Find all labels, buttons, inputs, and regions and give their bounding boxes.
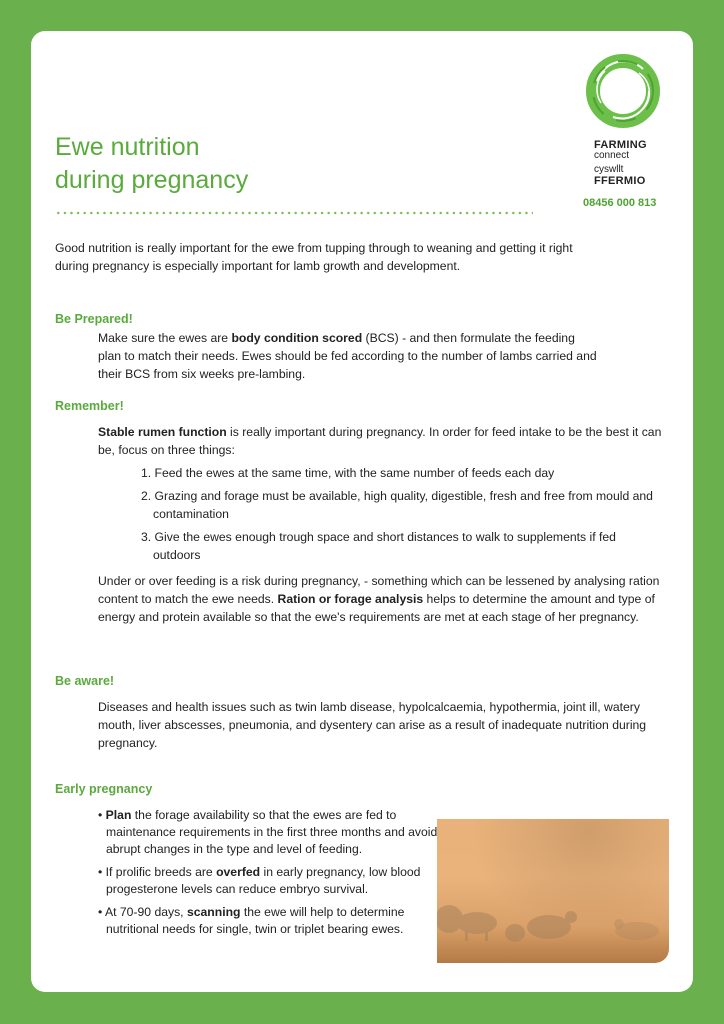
- bold-text: Ration or forage analysis: [277, 592, 424, 606]
- text: • If prolific breeds are: [98, 865, 217, 879]
- text: is really important during pregnancy. In order for feed intake to be the best it can be, focus on three things:: [98, 425, 662, 457]
- list-item: 1. Feed the ewes at the same time, with the same number of feeds each day: [141, 466, 555, 480]
- phone-number: 08456 000 813: [583, 197, 657, 209]
- heading-remember: Remember!: [55, 399, 124, 413]
- bold-text: scanning: [186, 905, 241, 919]
- bullet-list: [98, 807, 438, 944]
- logo-text-cyswllt: cyswllt: [594, 164, 624, 175]
- page-title: [55, 131, 248, 197]
- be-prepared-paragraph: [98, 329, 598, 383]
- title-line-1: Ewe nutrition: [55, 133, 200, 161]
- text: •: [98, 808, 106, 822]
- text: the forage availability so that the ewes are fed to maintenance requirements in the first three months and avoid abrupt changes in the type and level of feeding.: [106, 808, 438, 856]
- logo-text-ffermio: FFERMIO: [594, 175, 646, 187]
- remember-paragraph: [98, 423, 663, 459]
- sheep-in-fog-photo: [437, 819, 669, 963]
- document-page: [31, 31, 693, 992]
- title-line-2: during pregnancy: [55, 166, 249, 194]
- heading-early-pregnancy: Early pregnancy: [55, 782, 153, 796]
- ring-logo-icon: [583, 51, 663, 131]
- text: in early pregnancy, low blood progesterone levels can reduce embryo survival.: [106, 865, 421, 896]
- text: (BCS) - and then formulate the feeding plan to match their needs. Ewes should be fed according to the number of lambs carried and their BCS from six weeks pre-lambing.: [98, 331, 597, 381]
- bold-text: overfed: [216, 865, 261, 879]
- text: the ewe will help to determine nutritional needs for single, twin or triplet bearing ewes.: [106, 905, 405, 936]
- bold-text: Plan: [105, 808, 132, 822]
- text: Make sure the ewes are: [98, 331, 232, 345]
- be-aware-paragraph: Diseases and health issues such as twin lamb disease, hypolcalcaemia, hypothermia, joint ill, watery mouth, liver abscesses, pneumonia, and dysentery can arise as a result of inadequate nutrition during pregnancy.: [98, 700, 647, 750]
- list-item: [98, 807, 438, 858]
- farming-connect-logo: [577, 51, 669, 209]
- list-item: [98, 904, 438, 938]
- heading-be-aware: Be aware!: [55, 674, 115, 688]
- text: • At 70-90 days,: [98, 905, 187, 919]
- text: Under or over feeding is a risk during pregnancy, - something which can be lessened by analysing ration content to match the ewe needs.: [98, 574, 660, 606]
- bold-text: body condition scored: [231, 331, 363, 345]
- numbered-list: [141, 464, 661, 569]
- dotted-divider: [55, 211, 533, 215]
- analysis-paragraph: [98, 572, 663, 626]
- heading-be-prepared: Be Prepared!: [55, 312, 133, 326]
- list-item: [98, 864, 438, 898]
- list-item: 2. Grazing and forage must be available, high quality, digestible, fresh and free from mould and contamination: [141, 489, 653, 521]
- intro-paragraph: Good nutrition is really important for the ewe from tupping through to weaning and getting it right during pregnancy is especially important for lamb growth and development.: [55, 241, 573, 273]
- logo-text-connect: connect: [594, 150, 630, 161]
- bold-text: Stable rumen function: [98, 425, 227, 439]
- list-item: 3. Give the ewes enough trough space and short distances to walk to supplements if fed outdoors: [141, 530, 616, 562]
- sheep-silhouettes: [437, 819, 669, 963]
- text: helps to determine the amount and type of energy and protein available so that the ewe's requirements are met at each stage of her pregnancy.: [98, 592, 655, 624]
- logo-text-farming: FARMING: [594, 139, 647, 151]
